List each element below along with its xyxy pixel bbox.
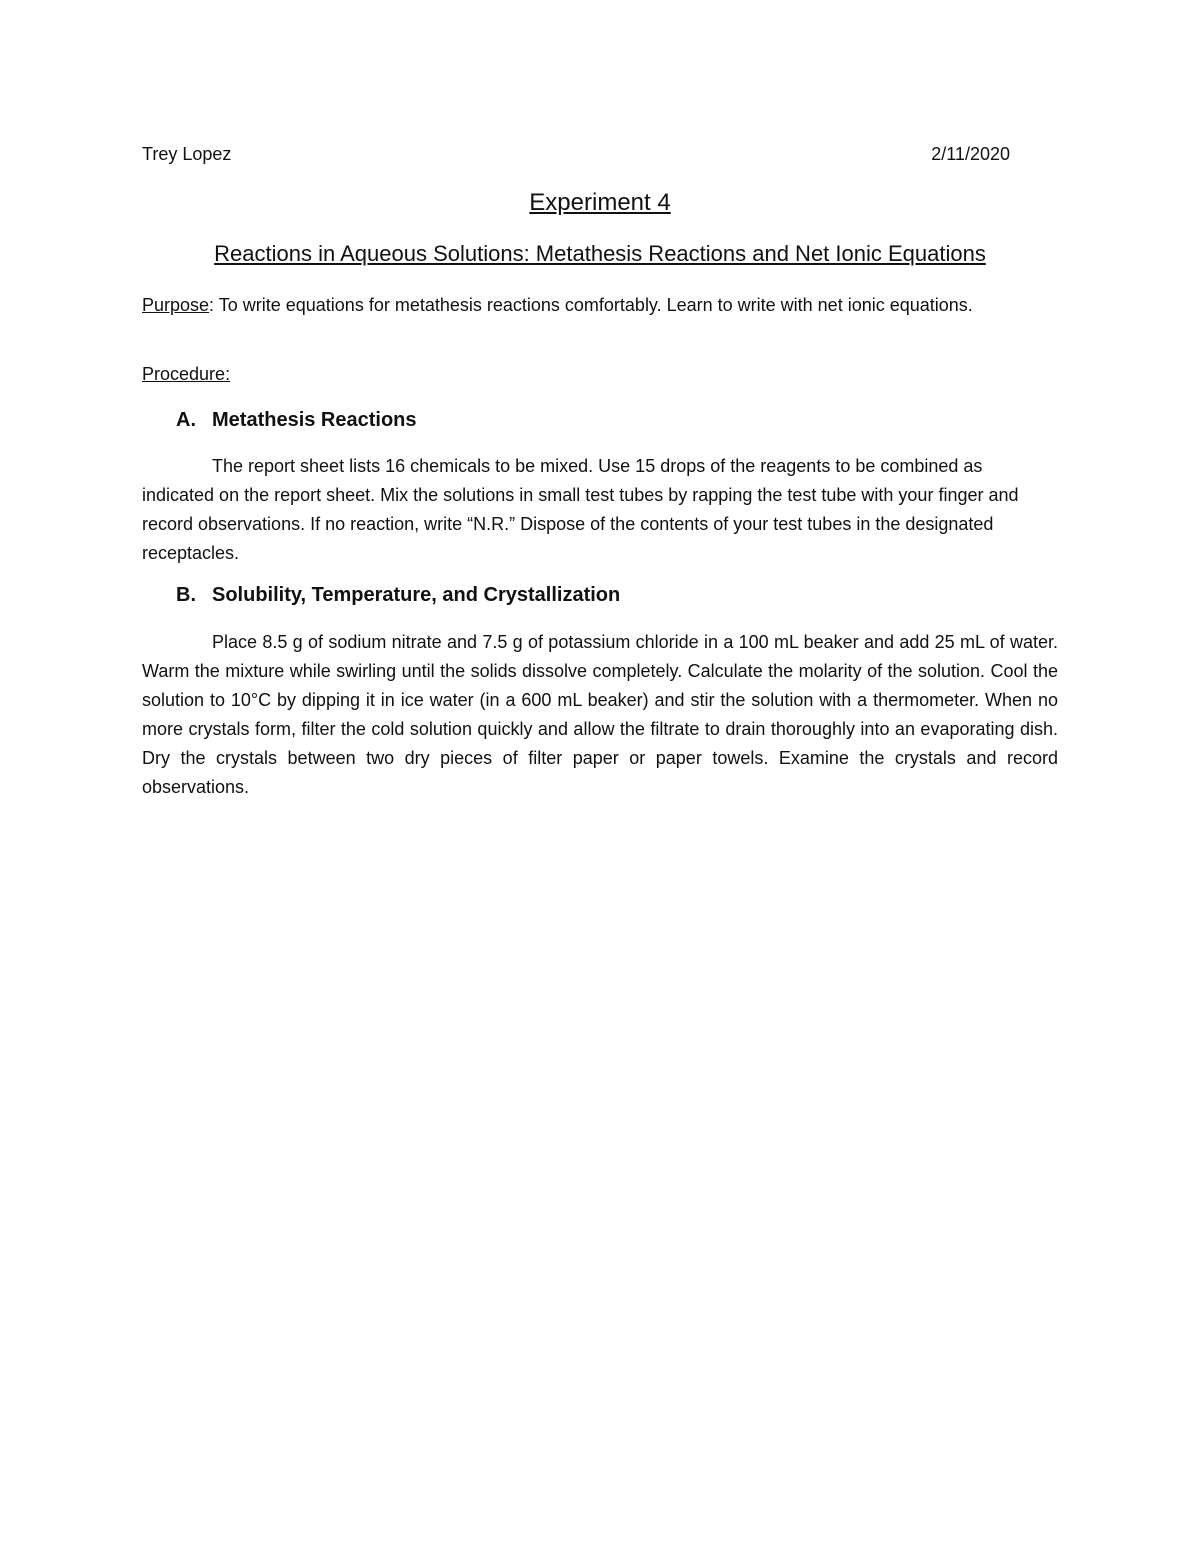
section-letter-a: A. (176, 409, 196, 431)
procedure-label-text: Procedure (142, 364, 226, 384)
purpose-text: To write equations for metathesis reactions comfortably. Learn to write with net ionic equations. (214, 295, 973, 315)
purpose-colon: : (209, 295, 215, 315)
section-paragraph-a: The report sheet lists 16 chemicals to be mixed. Use 15 drops of the reagents to be combined as indicated on the report sheet. Mix the solutions in small test tubes by rapping the test tube with your finger and record observations. If no reaction, write “N.R.” Dispose of the contents of your test tubes in the designated receptacles. (142, 456, 1019, 563)
header-row (142, 144, 1010, 170)
document-subtitle: Reactions in Aqueous Solutions: Metathesis Reactions and Net Ionic Equations (214, 241, 986, 266)
section-letter-b: B. (176, 584, 196, 606)
section-title-a: Metathesis Reactions (212, 409, 417, 431)
section-heading-a (176, 409, 417, 432)
author-name: Trey Lopez (142, 144, 232, 164)
document-title: Experiment 4 (529, 189, 671, 216)
section-title-b: Solubility, Temperature, and Crystallization (212, 584, 621, 606)
purpose-paragraph (142, 291, 1058, 320)
procedure-label (142, 364, 230, 385)
section-heading-b (176, 584, 620, 607)
procedure-colon: : (225, 364, 231, 384)
purpose-label: Purpose (142, 295, 210, 315)
section-paragraph-b: Place 8.5 g of sodium nitrate and 7.5 g of potassium chloride in a 100 mL beaker and add 25 mL of water. Warm the mixture while swirling until the solids dissolve completely. Calculate the molarity of the solution. Cool the solution to 10°C by dipping it in ice water (in a 600 mL beaker) and stir the solution with a thermometer. When no more crystals form, filter the cold solution quickly and allow the filtrate to drain thoroughly into an evaporating dish. Dry the crystals between two dry pieces of filter paper or paper towels. Examine the crystals and record observations. (142, 632, 1058, 797)
document-date: 2/11/2020 (931, 144, 1010, 164)
